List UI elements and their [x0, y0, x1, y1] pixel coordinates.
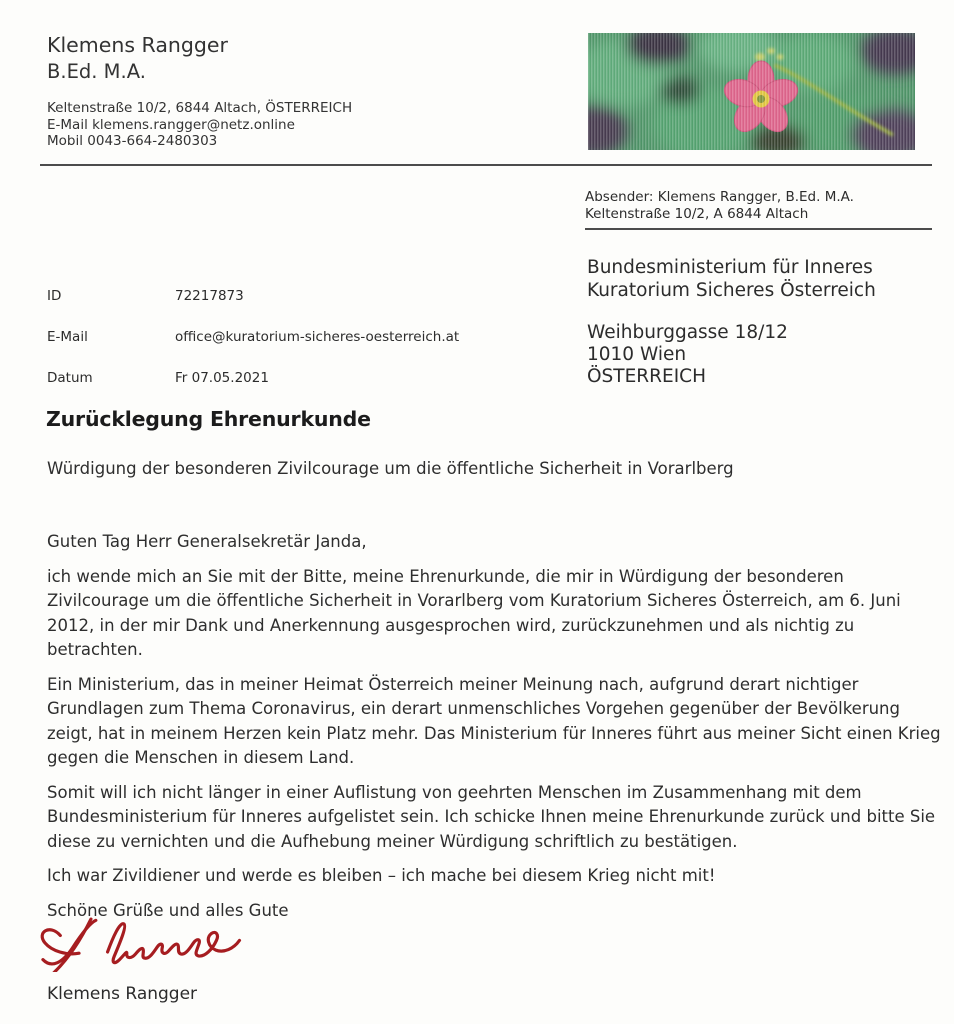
meta-label-id: ID [47, 288, 62, 304]
closing-line: Schöne Grüße und alles Gute [47, 900, 289, 920]
flower-photo [588, 33, 915, 150]
meta-row-id [47, 287, 459, 305]
return-address-block [585, 189, 932, 230]
letter-meta [47, 287, 459, 410]
letterhead-contact [47, 100, 352, 150]
recipient-organisation [587, 256, 876, 302]
recipient-city: 1010 Wien [587, 344, 687, 365]
meta-value-email: office@kuratorium-sicheres-oesterreich.at [175, 329, 460, 345]
letterhead-mobile: Mobil 0043-664-2480303 [47, 133, 218, 149]
return-address-line2: Keltenstraße 10/2, A 6844 Altach [585, 206, 809, 222]
handwritten-signature [34, 912, 256, 972]
letterhead-address: Keltenstraße 10/2, 6844 Altach, ÖSTERREICH [47, 100, 353, 116]
meta-row-date [47, 369, 459, 387]
recipient-org-line2: Kuratorium Sicheres Österreich [587, 280, 876, 301]
letter-body [47, 530, 949, 933]
letterhead-name: Klemens Rangger [47, 33, 228, 57]
subject-title: Zurücklegung Ehrenurkunde [46, 407, 371, 431]
paragraph-1: ich wende mich an Sie mit der Bitte, meine Ehrenurkunde, die mir in Würdigung der besonderen Zivilcourage um die öffentliche Sicherheit in Vorarlberg vom Kuratorium Sicheres Österreich, am 6. Juni 2012, in der mir Dank und Anerkennung ausgesprochen wird, zurückzunehmen und als nichtig zu betrachten. [47, 566, 901, 659]
meta-value-id: 72217873 [175, 288, 244, 304]
paragraph-2: Ein Ministerium, das in meiner Heimat Österreich meiner Meinung nach, aufgrund derart nichtiger Grundlagen zum Thema Coronavirus, ein derart unmenschliches Vorgehen gegenüber der Bevölkerung zeigt, hat in meinem Herzen kein Platz mehr. Das Ministerium für Inneres führt aus meiner Sicht einen Krieg gegen die Menschen in diesem Land. [47, 674, 941, 767]
salutation: Guten Tag Herr Generalsekretär Janda, [47, 532, 367, 551]
flower-photo-image [588, 33, 915, 150]
letterhead [47, 33, 352, 150]
letterhead-degree: B.Ed. M.A. [47, 60, 146, 83]
recipient-address [587, 322, 788, 388]
meta-value-date: Fr 07.05.2021 [175, 370, 269, 386]
meta-row-email [47, 328, 459, 346]
meta-label-date: Datum [47, 370, 93, 386]
horizontal-rule [40, 164, 932, 166]
recipient-org-line1: Bundesministerium für Inneres [587, 257, 873, 278]
recipient-street: Weihburggasse 18/12 [587, 322, 788, 343]
paragraph-4: Ich war Zivildiener und werde es bleiben – ich mache bei diesem Krieg nicht mit! [47, 866, 716, 885]
paragraph-3: Somit will ich nicht länger in einer Auflistung von geehrten Menschen im Zusammenhang mit dem Bundesministerium für Inneres aufgelistet sein. Ich schicke Ihnen meine Ehrenurkunde zurück und bitte Sie diese zu vernichten und die Aufhebung meiner Würdigung schriftlich zu bestätigen. [47, 782, 936, 851]
return-address-line1: Absender: Klemens Rangger, B.Ed. M.A. [585, 189, 854, 205]
signature-ink [34, 912, 256, 972]
signature-printed-name: Klemens Rangger [47, 984, 198, 1004]
recipient-country: ÖSTERREICH [587, 366, 706, 387]
letterhead-email: E-Mail klemens.rangger@netz.online [47, 116, 295, 133]
subject-subtitle: Würdigung der besonderen Zivilcourage um die öffentliche Sicherheit in Vorarlberg [47, 459, 734, 478]
meta-label-email: E-Mail [47, 329, 88, 345]
